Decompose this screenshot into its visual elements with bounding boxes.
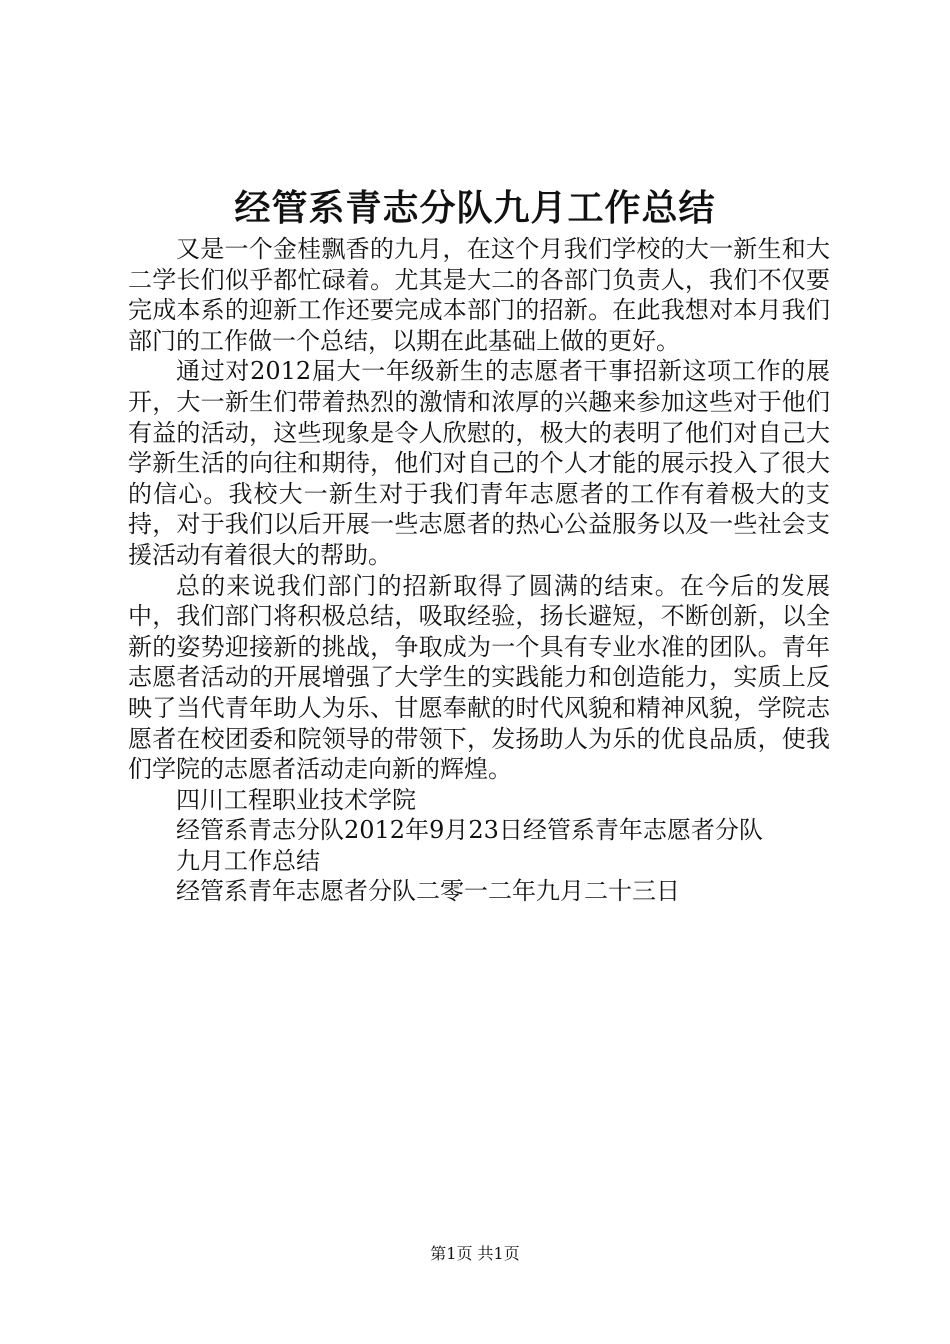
document-title: 经管系青志分队九月工作总结 [234, 187, 716, 229]
signature-team-date: 经管系青志分队2012年9月23日经管系青年志愿者分队 [176, 816, 763, 845]
document-body [128, 234, 830, 907]
signature-subtitle: 九月工作总结 [176, 846, 320, 875]
paragraph-3: 总的来说我们部门的招新取得了圆满的结束。在今后的发展中，我们部门将积极总结，吸取经验，扬长避短，不断创新，以全新的姿势迎接新的挑战，争取成为一个具有专业水准的团队。青年志愿者活动的开展增强了大学生的实践能力和创造能力，实质上反映了当代青年助人为乐、甘愿奉献的时代风貌和精神风貌，学院志愿者在校团委和院领导的带领下，发扬助人为乐的优良品质，使我们学院的志愿者活动走向新的辉煌。 [128, 571, 830, 784]
signature-date: 经管系青年志愿者分队二零一二年九月二十三日 [176, 877, 680, 906]
paragraph-2: 通过对2012届大一年级新生的志愿者干事招新这项工作的展开，大一新生们带着热烈的激情和浓厚的兴趣来参加这些对于他们有益的活动，这些现象是令人欣慰的，极大的表明了他们对自己大学新生活的向往和期待，他们对自己的个人才能的展示投入了很大的信心。我校大一新生对于我们青年志愿者的工作有着极大的支持，对于我们以后开展一些志愿者的热心公益服务以及一些社会支援活动有着很大的帮助。 [128, 357, 830, 569]
page-number: 第1页 共1页 [430, 1244, 520, 1263]
signature-institution: 四川工程职业技术学院 [176, 785, 416, 814]
paragraph-1: 又是一个金桂飘香的九月，在这个月我们学校的大一新生和大二学长们似乎都忙碌着。尤其是大二的各部门负责人，我们不仅要完成本系的迎新工作还要完成本部门的招新。在此我想对本月我们部门的工作做一个总结，以期在此基础上做的更好。 [128, 235, 830, 355]
